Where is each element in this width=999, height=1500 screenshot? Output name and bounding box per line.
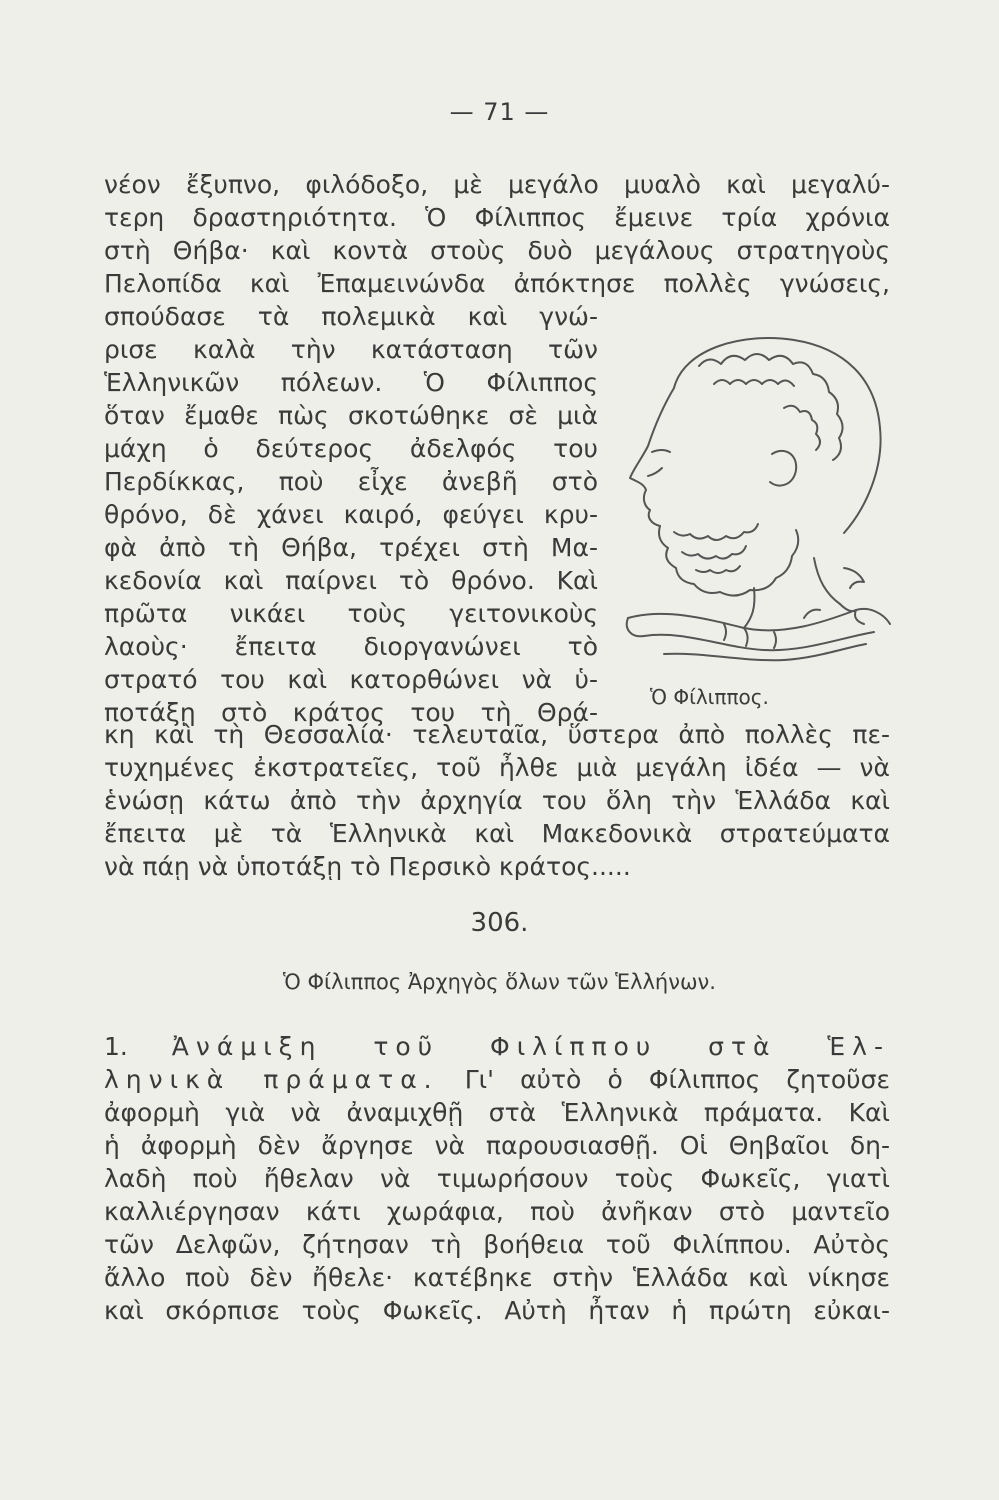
subsection-number: 1. [104,1032,128,1061]
text-line: στὴ Θήβα· καὶ κοντὰ στοὺς δυὸ μεγάλους στρατηγοὺς [104,236,890,265]
text-line: ἔπειτα μὲ τὰ Ἑλληνικὰ καὶ Μακεδονικὰ στρατεύματα [104,819,890,848]
text-line: νὰ πάῃ νὰ ὑποτάξῃ τὸ Περσικὸ κράτος..... [104,852,631,881]
text-line: τῶν Δελφῶν, ζήτησαν τὴ βοήθεια τοῦ Φιλίππου. Αὐτὸς [104,1230,890,1259]
text-line: μάχη ὁ δεύτερος ἀδελφός του [104,434,598,463]
text-fragment: Γι' αὐτὸ ὁ Φίλιππος ζητοῦσε [464,1065,890,1094]
text-line: καὶ σκόρπισε τοὺς Φωκεῖς. Αὐτὴ ἦταν ἡ πρώτη εὐκαι- [104,1296,890,1325]
text-line: κη καὶ τὴ Θεσσαλία· τελευταῖα, ὕστερα ἀπὸ πολλὲς πε- [104,720,890,749]
text-line: ποτάξῃ στὸ κράτος του τὴ Θρά- [104,698,598,727]
text-line: λαδὴ ποὺ ἤθελαν νὰ τιμωρήσουν τοὺς Φωκεῖς, γιατὶ [104,1164,890,1193]
text-line: ἡ ἀφορμὴ δὲν ἄργησε νὰ παρουσιασθῇ. Οἱ Θηβαῖοι δη- [104,1131,890,1160]
section-number: 306. [470,908,529,938]
text-line [104,1063,890,1096]
text-line: ἀφορμὴ γιὰ νὰ ἀναμιχθῇ στὰ Ἑλληνικὰ πράματα. Καὶ [104,1098,890,1127]
text-line: ὅταν ἔμαθε πὼς σκοτώθηκε σὲ μιὰ [104,401,598,430]
text-line: φὰ ἀπὸ τὴ Θήβα, τρέχει στὴ Μα- [104,533,598,562]
text-line: ἑνώσῃ κάτω ἀπὸ τὴν ἀρχηγία του ὅλη τὴν Ἑλλάδα καὶ [104,786,890,815]
philip-portrait-illustration [604,318,892,668]
figure-caption: Ὁ Φίλιππος. [650,685,769,709]
text-line: Περδίκκας, ποὺ εἶχε ἀνεβῆ στὸ [104,467,598,496]
text-line: σπούδασε τὰ πολεμικὰ καὶ γνώ- [104,302,598,331]
text-line [104,1030,890,1063]
text-line: ἄλλο ποὺ δὲν ἤθελε· κατέβηκε στὴν Ἑλλάδα καὶ νίκησε [104,1263,890,1292]
subsection-heading-part-2: ληνικὰ πράματα. [104,1065,439,1094]
text-line: τερη δραστηριότητα. Ὁ Φίλιππος ἔμεινε τρία χρόνια [104,203,890,232]
page-number: — 71 — [449,98,550,126]
section-title: Ὁ Φίλιππος Ἀρχηγὸς ὅλων τῶν Ἑλλήνων. [283,970,716,994]
text-line: καλλιέργησαν κάτι χωράφια, ποὺ ἀνῆκαν στὸ μαντεῖο [104,1197,890,1226]
text-line: Ἑλληνικῶν πόλεων. Ὁ Φίλιππος [104,368,598,397]
paragraph-continued [104,718,890,883]
text-line: Πελοπίδα καὶ Ἐπαμεινώνδα ἀπόκτησε πολλὲς γνώσεις, [104,269,890,298]
text-line: θρόνο, δὲ χάνει καιρό, φεύγει κρυ- [104,500,598,529]
paragraph-intro [104,168,890,300]
text-line: λαοὺς· ἔπειτα διοργανώνει τὸ [104,632,598,661]
text-line: πρῶτα νικάει τοὺς γειτονικοὺς [104,599,598,628]
text-line: τυχημένες ἐκστρατεῖες, τοῦ ἦλθε μιὰ μεγάλη ἰδέα — νὰ [104,753,890,782]
paragraph-beside-figure [104,300,598,729]
text-line: κεδονία καὶ παίρνει τὸ θρόνο. Καὶ [104,566,598,595]
paragraph-section-1 [104,1030,890,1327]
subsection-heading-part-1: Ἀνάμιξη τοῦ Φιλίππου στὰ Ἑλ- [171,1032,890,1061]
text-line: νέον ἔξυπνο, φιλόδοξο, μὲ μεγάλο μυαλὸ καὶ μεγαλύ- [104,170,890,199]
text-line: ρισε καλὰ τὴν κατάσταση τῶν [104,335,598,364]
text-line: στρατό του καὶ κατορθώνει νὰ ὑ- [104,665,598,694]
